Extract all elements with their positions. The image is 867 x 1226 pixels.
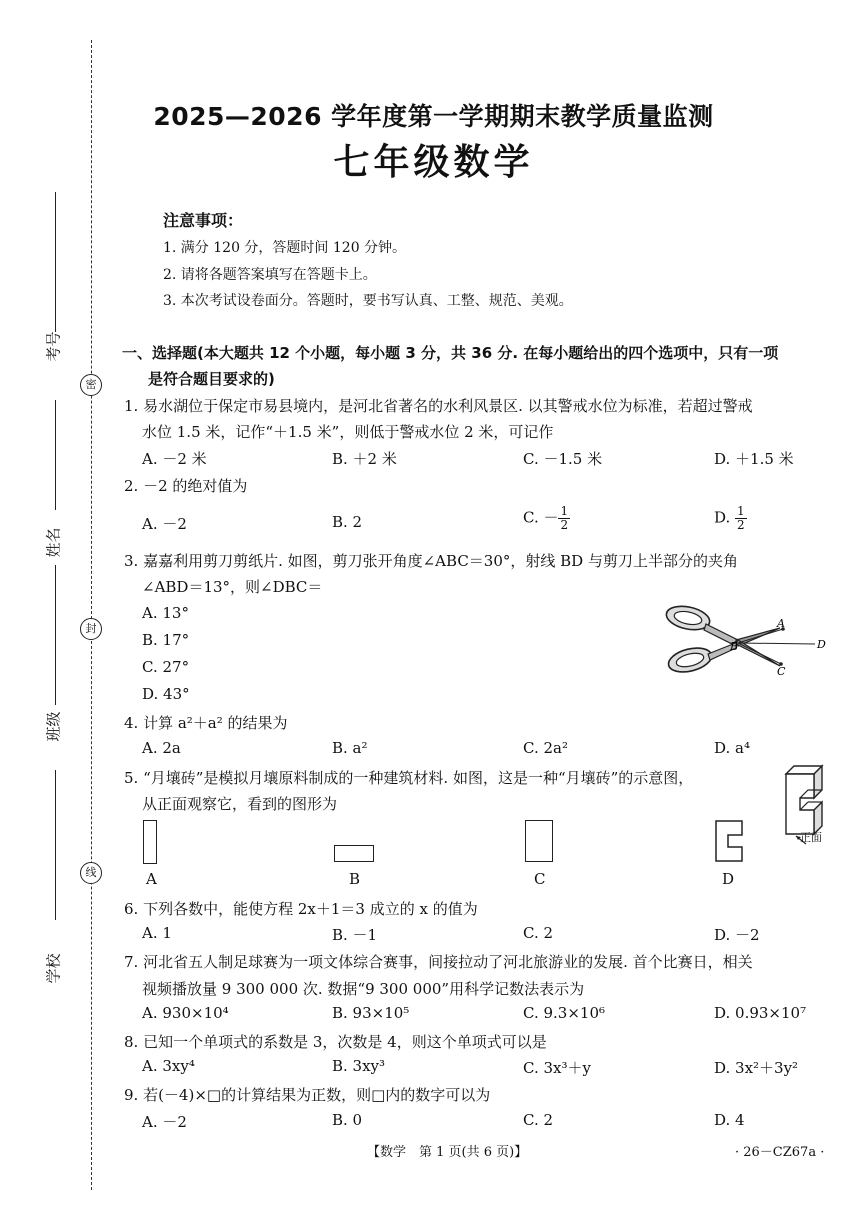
q3-option-a: A. 13° [142,604,189,622]
q3-option-d: D. 43° [142,685,190,703]
q3-option-c: C. 27° [142,658,190,676]
q3-stem-cont: ∠ABD＝13°，则∠DBC＝ [142,578,323,596]
name-label: 姓名 [44,527,63,558]
q8-option-c: C. 3x³＋y [523,1059,591,1077]
seal-xian: 线 [80,862,102,884]
q4-stem: 4. 计算 a²＋a² 的结果为 [124,714,288,732]
q7-option-c: C. 9.3×10⁶ [523,1004,606,1022]
shape-a-tall-narrow [143,820,157,864]
q2-stem: 2. －2 的绝对值为 [124,477,248,495]
school-line [55,770,56,920]
section-heading-cont: 是符合题目要求的) [148,370,275,388]
q7-option-b: B. 93×10⁵ [332,1004,410,1022]
binding-dashed-line [91,40,92,1190]
notice-item: 3. 本次考试设卷面分。答题时，要书写认真、工整、规范、美观。 [163,293,573,309]
exam-number-line [55,192,56,332]
q8-option-a: A. 3xy⁴ [142,1057,195,1075]
q4-option-d: D. a⁴ [714,739,750,757]
scissors-figure [660,600,835,682]
q4-option-c: C. 2a² [523,739,568,757]
shape-d-notched [714,819,746,865]
q6-stem: 6. 下列各数中，能使方程 2x＋1＝3 成立的 x 的值为 [124,900,478,918]
q1-stem: 1. 易水湖位于保定市易县境内，是河北省著名的水利风景区. 以其警戒水位为标准，若超过警戒 [124,397,753,415]
q9-option-c: C. 2 [523,1111,554,1129]
q9-option-a: A. －2 [142,1113,187,1131]
q8-stem: 8. 已知一个单项式的系数是 3，次数是 4，则这个单项式可以是 [124,1033,547,1051]
notice-heading: 注意事项： [163,211,244,230]
q5-option-b: B [349,870,361,888]
fraction-one-half: $\frac{1}{2}$ [737,504,745,532]
q1-option-d: D. ＋1.5 米 [714,450,794,468]
class-line [55,565,56,705]
q9-option-b: B. 0 [332,1111,363,1129]
q2-option-b: B. 2 [332,513,363,531]
front-view-label: 正面 [800,831,822,844]
exam-subtitle: 七年级数学 [333,142,534,183]
q8-option-d: D. 3x²＋3y² [714,1059,799,1077]
q5-stem: 5. “月壤砖”是模拟月壤原料制成的一种建筑材料. 如图，这是一种“月壤砖”的示意图， [124,769,694,787]
exam-title: 2025—2026 学年度第一学期期末教学质量监测 [153,102,714,131]
q1-option-b: B. ＋2 米 [332,450,397,468]
q1-option-c: C. －1.5 米 [523,450,603,468]
q5-stem-cont: 从正面观察它，看到的图形为 [142,795,338,813]
q7-option-d: D. 0.93×10⁷ [714,1004,807,1022]
notice-item: 2. 请将各题答案填写在答题卡上。 [163,267,377,283]
q7-stem: 7. 河北省五人制足球赛为一项文体综合赛事，间接拉动了河北旅游业的发展. 首个比赛日，相关 [124,953,753,971]
point-label-d: D [817,638,826,651]
q6-option-a: A. 1 [142,924,172,942]
q3-stem: 3. 嘉嘉利用剪刀剪纸片. 如图，剪刀张开角度∠ABC＝30°，射线 BD 与剪刀上半部分的夹角 [124,552,738,570]
notice-item: 1. 满分 120 分，答题时间 120 分钟。 [163,240,407,256]
q5-option-a: A [146,870,157,888]
point-label-c: C [777,665,786,678]
q1-stem-cont: 水位 1.5 米，记作“＋1.5 米”，则低于警戒水位 2 米，可记作 [142,423,554,441]
class-label: 班级 [44,711,63,742]
shape-c-rectangle [525,820,553,862]
q4-option-b: B. a² [332,739,368,757]
shape-b-wide-flat [334,845,374,862]
paper-code: · 26－CZ67a · [735,1145,825,1160]
q6-option-d: D. －2 [714,926,760,944]
seal-mi: 密 [80,374,102,396]
school-label: 学校 [44,953,63,984]
q5-option-d: D [722,870,735,888]
seal-feng: 封 [80,618,102,640]
q3-option-b: B. 17° [142,631,190,649]
q8-option-b: B. 3xy³ [332,1057,386,1075]
q2-option-c: C. － $\frac{1}{2}$ [523,504,569,532]
page-footer: 【数学 第 1 页(共 6 页)】 [367,1145,528,1160]
q1-option-a: A. －2 米 [142,450,207,468]
point-label-a: A [777,617,785,630]
q2-option-d: D. $\frac{1}{2}$ [714,504,745,532]
section-heading: 一、选择题(本大题共 12 个小题，每小题 3 分，共 36 分. 在每小题给出的四个选项中，只有一项 [122,344,779,362]
fraction-one-half: $\frac{1}{2}$ [560,504,569,532]
exam-number-label: 考号 [44,331,63,362]
q4-option-a: A. 2a [142,739,181,757]
q5-option-c: C [534,870,546,888]
q9-option-d: D. 4 [714,1111,745,1129]
q9-stem: 9. 若(－4)×□的计算结果为正数，则□内的数字可以为 [124,1086,491,1104]
point-label-b: B [730,640,739,653]
q7-stem-cont: 视频播放量 9 300 000 次. 数据“9 300 000”用科学记数法表示为 [142,980,585,998]
q6-option-b: B. －1 [332,926,378,944]
q6-option-c: C. 2 [523,924,554,942]
name-line [55,400,56,510]
q2-option-a: A. －2 [142,515,187,533]
q7-option-a: A. 930×10⁴ [142,1004,229,1022]
